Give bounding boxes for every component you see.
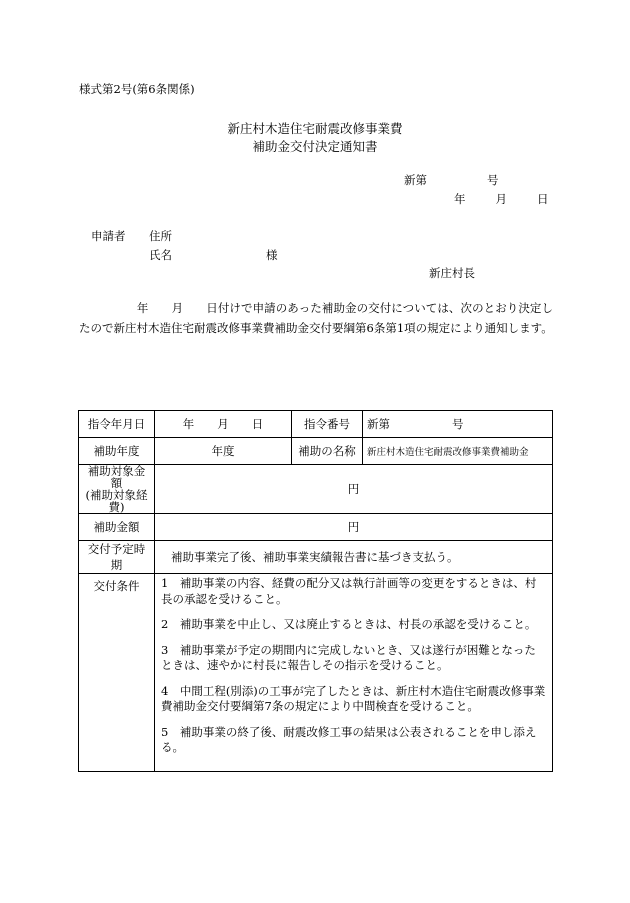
table-row: [79, 514, 553, 541]
issue-number-suffix: 号: [487, 173, 499, 187]
conditions-list: [155, 574, 553, 772]
condition-item: 3 補助事業が予定の期間内に完成しないとき、又は遂行が困難となったときは、速やかに村長に報告しその指示を受けること。: [161, 642, 536, 672]
form-number: 様式第2号(第6条関係): [79, 82, 195, 96]
subsidy-amount-value: 円: [155, 514, 553, 541]
eligible-amount-label-line1: 補助対象金額: [87, 464, 146, 490]
condition-item: 1 補助事業の内容、経費の配分又は執行計画等の変更をするときは、村長の承認を受けること。: [161, 576, 537, 606]
condition-item: 5 補助事業の終了後、耐震改修工事の結果は公表されることを申し添える。: [161, 724, 537, 754]
issue-date-day: 日: [537, 192, 549, 206]
eligible-amount-label-line2: (補助対象経費): [85, 488, 148, 514]
subsidy-name-label: 補助の名称: [292, 438, 363, 465]
payment-schedule-label: 交付予定時期: [79, 541, 155, 574]
eligible-amount-label: [79, 465, 155, 514]
subsidy-name-value: 新庄村木造住宅耐震改修事業費補助金: [363, 438, 553, 465]
directive-number-value: [363, 411, 553, 438]
directive-number-label: 指令番号: [292, 411, 363, 438]
table-row: [79, 411, 553, 438]
directive-date-label: 指令年月日: [79, 411, 155, 438]
issue-date-month: 月: [495, 192, 507, 206]
issue-number-prefix: 新第: [404, 173, 427, 187]
sender-name: 新庄村長: [429, 266, 475, 280]
table-row: [79, 574, 553, 772]
honorific: 様: [266, 248, 278, 262]
address-label: 住所: [149, 229, 172, 243]
fiscal-year-value: 年度: [155, 438, 292, 465]
notice-body: 年 月 日付けで申請のあった補助金の交付については、次のとおり決定したので新庄村木造住宅耐震改修事業費補助金交付要綱第6条第1項の規定により通知します。: [79, 301, 553, 335]
payment-schedule-value: 補助事業完了後、補助事業実績報告書に基づき支払う。: [155, 541, 553, 574]
directive-number-prefix: 新第: [367, 417, 390, 431]
eligible-amount-value: 円: [155, 465, 553, 514]
conditions-label: 交付条件: [79, 574, 155, 772]
document-title-line1: 新庄村木造住宅耐震改修事業費: [227, 121, 403, 136]
table-row: [79, 541, 553, 574]
document-title-line2: 補助金交付決定通知書: [252, 139, 378, 154]
table-row: [79, 465, 553, 514]
applicant-label: 申請者: [91, 229, 126, 243]
name-label: 氏名: [149, 248, 172, 262]
condition-item: 2 補助事業を中止し、又は廃止するときは、村長の承認を受けること。: [161, 617, 537, 631]
fiscal-year-label: 補助年度: [79, 438, 155, 465]
issue-date-year: 年: [454, 192, 466, 206]
directive-date-value: 年 月 日: [155, 411, 292, 438]
directive-number-suffix: 号: [452, 417, 464, 431]
issue-number: [404, 172, 499, 188]
subsidy-amount-label: 補助金額: [79, 514, 155, 541]
condition-item: 4 中間工程(別添)の工事が完了したときは、新庄村木造住宅耐震改修事業費補助金交付要綱第7条の規定により中間検査を受けること。: [161, 683, 546, 713]
decision-table: [78, 410, 553, 772]
issue-date: [454, 191, 549, 207]
table-row: [79, 438, 553, 465]
